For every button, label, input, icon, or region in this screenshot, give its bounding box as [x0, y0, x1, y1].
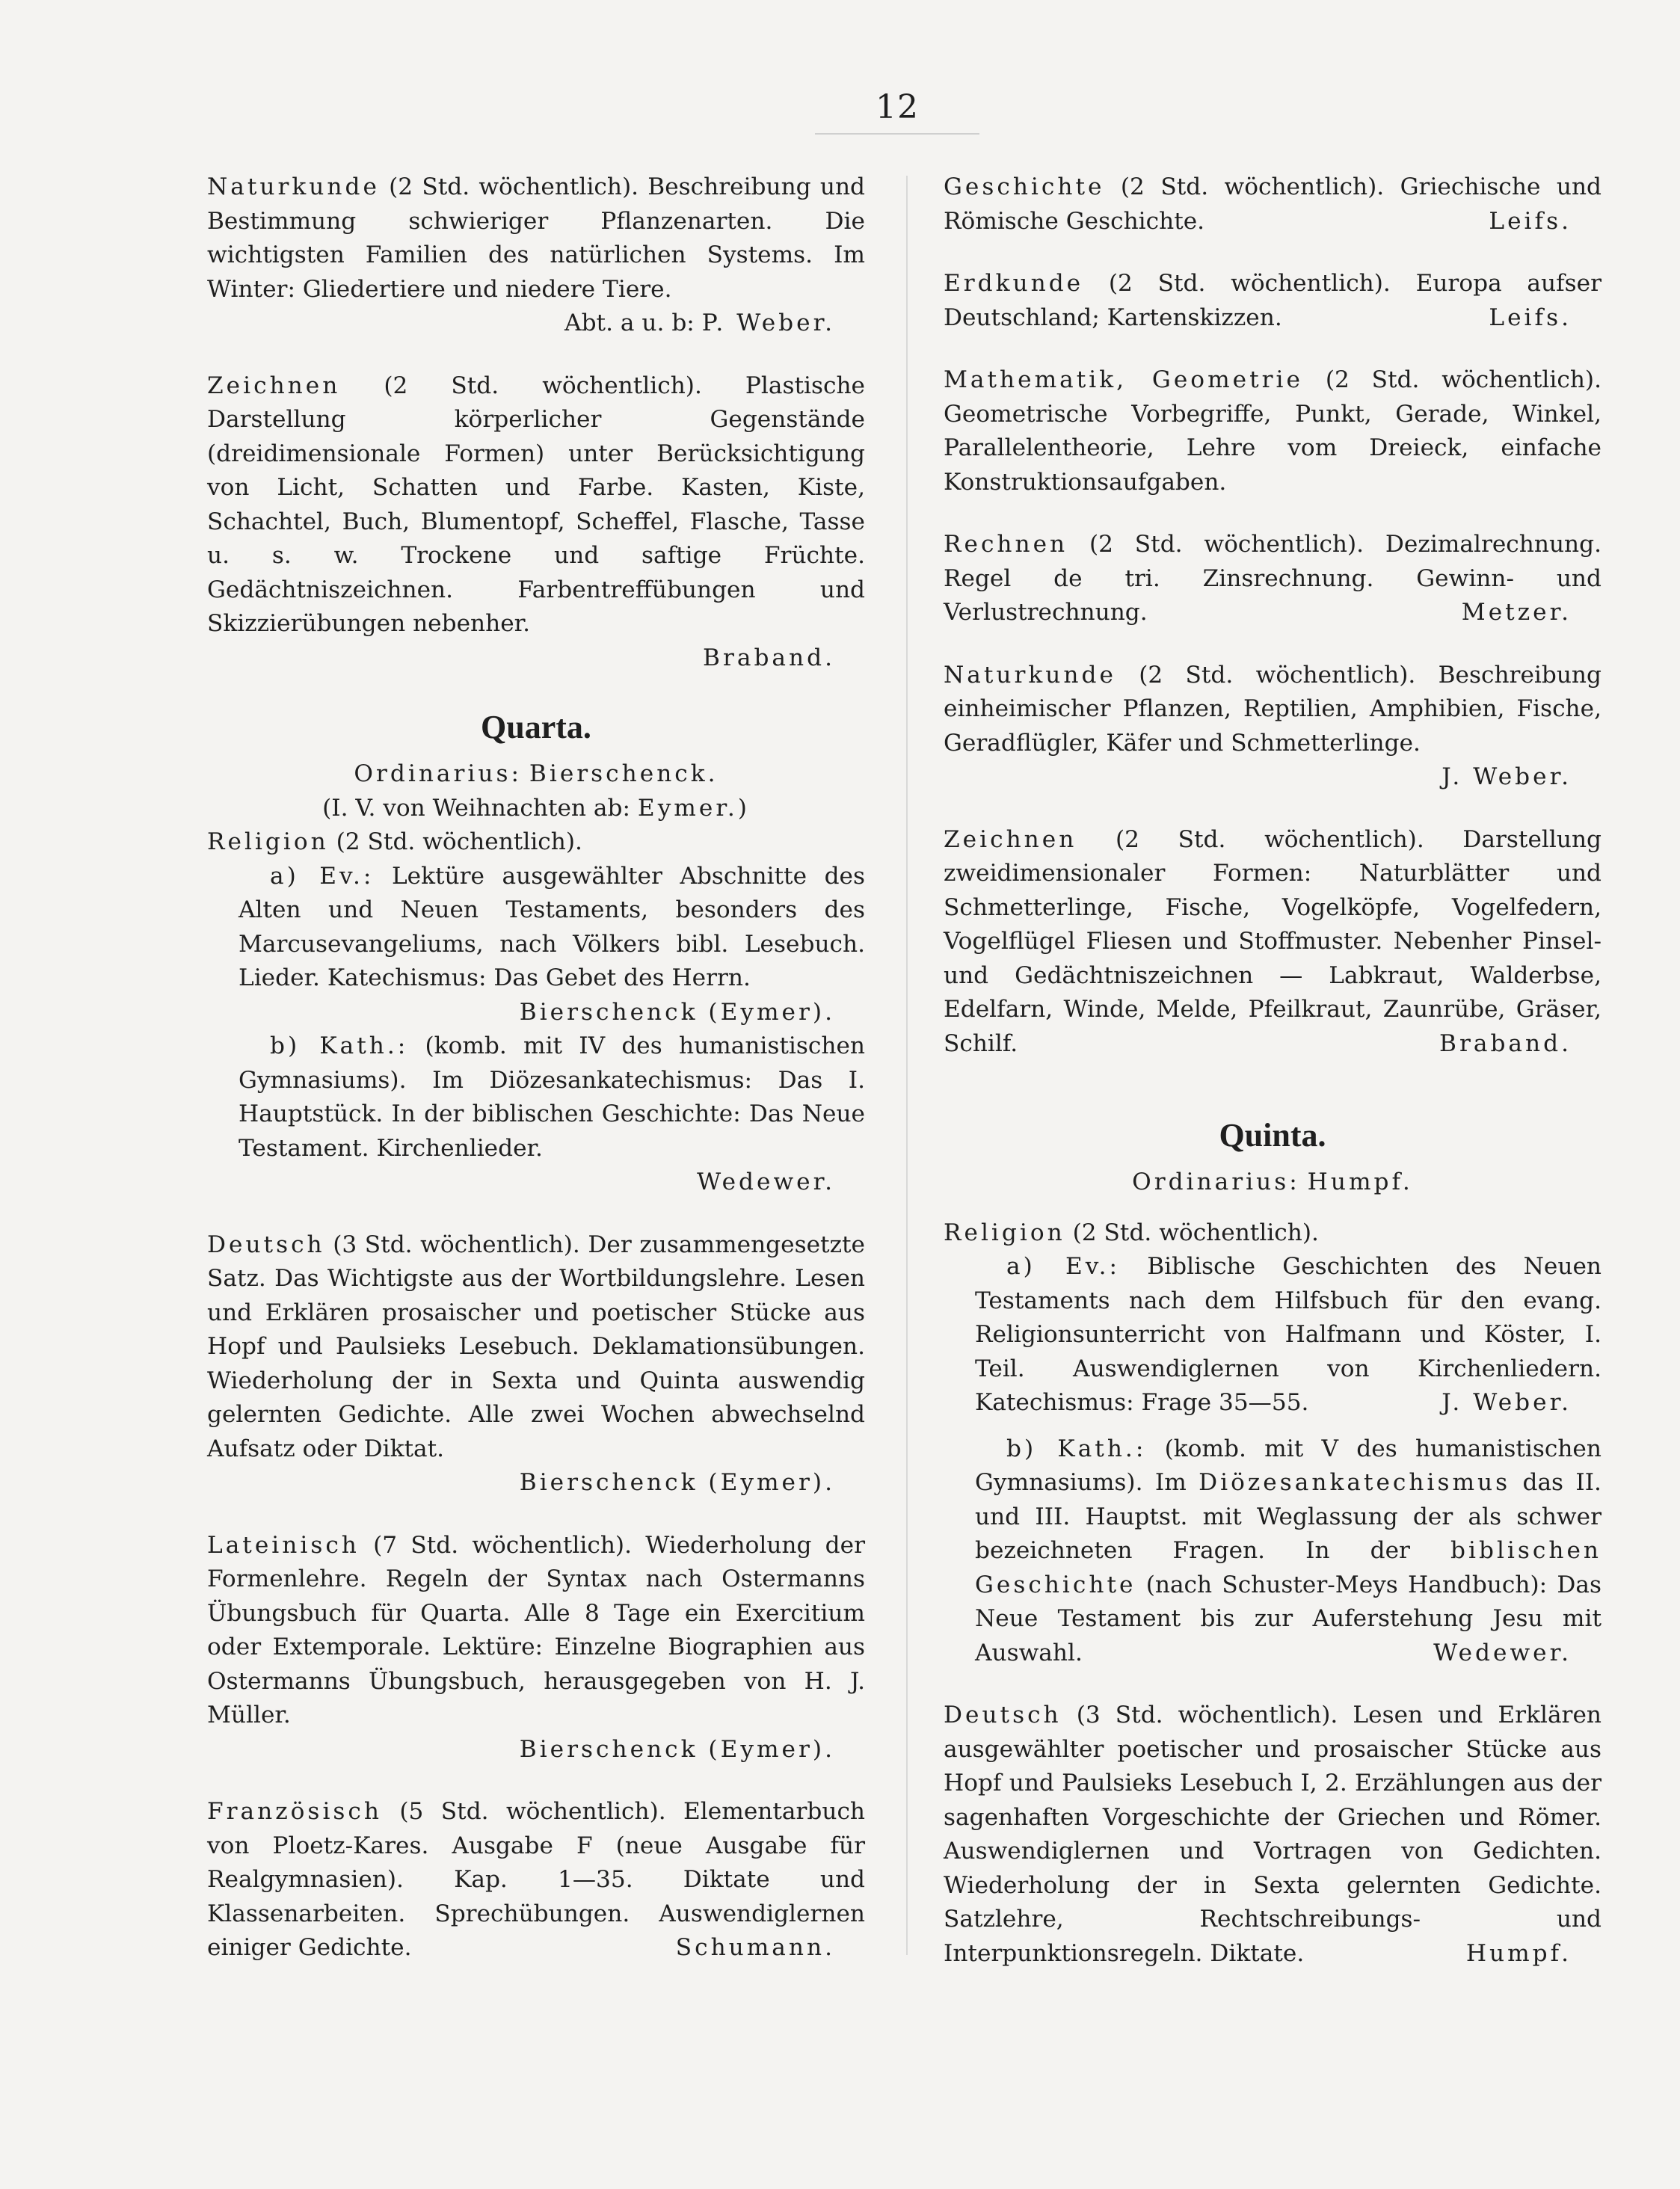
signature: Humpf. [1465, 1939, 1572, 1967]
entry-text: (2 Std. wöchentlich). Plastische Darstellung körperlicher Gegenstände (dreidimensionale Formen) unter Berücksichtigung von Licht, Schatten und Farbe. Kasten, Kiste, Schachtel, Buch, Blumentopf, Scheffel, Flasche, Tasse u. s. w. Trockene und saftige Früchte. Gedächtniszeichnen. Farbentreffübungen und Skizzierübungen nebenher. [207, 372, 865, 637]
signature: Bierschenck (Eymer). [519, 1469, 835, 1496]
entry-zeichnen-right: Zeichnen (2 Std. wöchentlich). Darstellung zweidimensionaler Formen: Naturblätter und Schmetterlinge, Fische, Vogelköpfe, Vogelfedern, Vogelflügel Fliesen und Stoffmuster. Nebenher Pinsel- und Gedächtniszeichnen — Labkraut, Walderbse, Edelfarn, Winde, Melde, Pfeilkraut, Zaunrübe, Gräser, Schilf. Braband. [944, 823, 1601, 1062]
subject-label: Rechnen [944, 531, 1068, 558]
entry-rechnen: Rechnen (2 Std. wöchentlich). Dezimalrechnung. Regel de tri. Zinsrechnung. Gewinn- und Verlustrechnung. Metzer. [944, 528, 1601, 630]
signature: Leifs. [1489, 207, 1572, 235]
signature: Schumann. [675, 1934, 835, 1961]
subject-label: Naturkunde [944, 661, 1116, 689]
section-title-quinta: Quinta. [1219, 1117, 1326, 1154]
signature: J. Weber. [1441, 763, 1572, 790]
entry-erdkunde: Erdkunde (2 Std. wöchentlich). Europa aufser Deutschland; Kartenskizzen. Leifs. [944, 267, 1601, 335]
signature: Abt. a u. b: P. Weber. [564, 310, 835, 336]
subject-label: Lateinisch [207, 1531, 360, 1559]
religion-kath: b) Kath.: (komb. mit IV des humanistischen Gymnasiums). Im Diözesankatechismus: Das I. Hauptstück. In der biblischen Geschichte: Das Neue Testament. Kirchenlieder. Wedewer. [207, 1029, 865, 1200]
entry-geschichte: Geschichte (2 Std. wöchentlich). Griechische und Römische Geschichte. Leifs. [944, 170, 1601, 238]
subject-label: Religion [944, 1219, 1065, 1246]
religion-ev: a) Ev.: Lektüre ausgewählter Abschnitte des Alten und Neuen Testaments, besonders des Marcusevangeliums, nach Völkers bibl. Lesebuch. Lieder. Katechismus: Das Gebet des Herrn. Bierschenck (Eymer). [207, 860, 865, 1030]
entry-naturkunde-right: Naturkunde (2 Std. wöchentlich). Beschreibung einheimischer Pflanzen, Reptilien, Amphibien, Fische, Geradflügler, Käfer und Schmetterlinge. J. Weber. [944, 659, 1601, 795]
signature: Braband. [703, 644, 835, 671]
subject-label: Religion [207, 828, 329, 855]
subject-label: Französisch [207, 1798, 382, 1825]
subject-label: Zeichnen [207, 372, 341, 399]
religion-ev: a) Ev.: Biblische Geschichten des Neuen Testaments nach dem Hilfsbuch für den evang. Religionsunterricht von Halfmann und Köster, I. Teil. Auswendiglernen von Kirchenliedern. Katechismus: Frage 35—55. J. Weber. [944, 1250, 1601, 1420]
signature: Bierschenck (Eymer). [519, 1735, 835, 1763]
signature: Wedewer. [697, 1169, 835, 1195]
header-rule [815, 133, 979, 135]
entry-naturkunde [207, 170, 865, 341]
right-column [944, 170, 1601, 1999]
subject-label: Mathematik, Geometrie [944, 366, 1303, 393]
subject-label: Naturkunde [207, 173, 380, 200]
subject-label: Zeichnen [944, 825, 1077, 853]
column-divider [906, 176, 908, 1955]
page-number: 12 [876, 88, 919, 126]
subject-label: Erdkunde [944, 270, 1084, 297]
religion-kath: b) Kath.: (komb. mit V des humanistischen Gymnasiums). Im Diözesankatechismus das II. und III. Hauptst. mit Weglassung der als schwer bezeichneten Fragen. In der biblischen Geschichte (nach Schuster-Meys Handbuch): Das Neue Testament bis zur Auferstehung Jesu mit Auswahl. Wedewer. [944, 1432, 1601, 1671]
subject-label: Deutsch [944, 1702, 1062, 1728]
entry-franzoesisch: Französisch (5 Std. wöchentlich). Elementarbuch von Ploetz-Kares. Ausgabe F (neue Ausgabe für Realgymnasien). Kap. 1—35. Diktate und Klassenarbeiten. Sprechübungen. Auswendiglernen einiger Gedichte. Schumann. [207, 1795, 865, 1965]
signature: Wedewer. [1433, 1639, 1572, 1666]
signature: Bierschenck (Eymer). [519, 998, 835, 1026]
ordinarius-note: (I. V. von Weihnachten ab: Eymer.) [322, 794, 750, 822]
signature: Metzer. [1461, 599, 1572, 626]
signature: J. Weber. [1441, 1389, 1572, 1416]
entry-lateinisch: Lateinisch (7 Std. wöchentlich). Wiederholung der Formenlehre. Regeln der Syntax nach Ostermanns Übungsbuch für Quarta. Alle 8 Tage ein Exercitium oder Extemporale. Lektüre: Einzelne Biographien aus Ostermanns Übungsbuch, herausgegeben von H. J. Müller. Bierschenck (Eymer). [207, 1529, 865, 1767]
entry-deutsch: Deutsch (3 Std. wöchentlich). Der zusammengesetzte Satz. Das Wichtigste aus der Wortbildungslehre. Lesen und Erklären prosaischer und poetischer Stücke aus Hopf und Paulsieks Lesebuch. Deklamationsübungen. Wiederholung der in Sexta und Quinta auswendig gelernten Gedichte. Alle zwei Wochen abwechselnd Aufsatz oder Diktat. Bierschenck (Eymer). [207, 1228, 865, 1500]
signature: Braband. [1439, 1029, 1572, 1057]
ordinarius-line: Ordinarius: Humpf. [1132, 1169, 1413, 1195]
entry-text: (2 Std. wöchentlich). Beschreibung und Bestimmung schwieriger Pflanzenarten. Die wichtigsten Familien des natürlichen Systems. Im Winter: Gliedertiere und niedere Tiere. [207, 173, 865, 303]
entry-religion: Religion (2 Std. wöchentlich). a) Ev.: Lektüre ausgewählter Abschnitte des Alten und Neuen Testaments, besonders des Marcusevangeliums, nach Völkers bibl. Lesebuch. Lieder. Katechismus: Das Gebet des Herrn. Bierschenck (Eymer). b) Kath.: (komb. mit IV des humanistischen Gymnasiums). Im Diözesankatechismus: Das I. Hauptstück. In der biblischen Geschichte: Das Neue Testament. Kirchenlieder. Wedewer. [207, 825, 865, 1200]
entry-religion-right: Religion (2 Std. wöchentlich). a) Ev.: Biblische Geschichten des Neuen Testaments nach dem Hilfsbuch für den evang. Religionsunterricht von Halfmann und Köster, I. Teil. Auswendiglernen von Kirchenliedern. Katechismus: Frage 35—55. J. Weber. b) Kath.: (komb. mit V des humanistischen Gymnasiums). Im Diözesankatechismus das II. und III. Hauptst. mit Weglassung der als schwer bezeichneten Fragen. In der biblischen Geschichte (nach Schuster-Meys Handbuch): Das Neue Testament bis zur Auferstehung Jesu mit Auswahl. Wedewer. [944, 1216, 1601, 1671]
entry-deutsch-right: Deutsch (3 Std. wöchentlich). Lesen und Erklären ausgewählter poetischer und prosaischer Stücke aus Hopf und Paulsieks Lesebuch I, 2. Erzählungen aus der sagenhaften Vorgeschichte der Griechen und Römer. Auswendiglernen und Vortragen von Gedichten. Wiederholung der in Sexta gelernten Gedichte. Satzlehre, Rechtschreibungs- und Interpunktionsregeln. Diktate. Humpf. [944, 1699, 1601, 1971]
left-column [207, 170, 865, 1994]
subject-label: Geschichte [944, 173, 1105, 200]
subject-label: Deutsch [207, 1231, 325, 1258]
ordinarius-line: Ordinarius: Bierschenck. [354, 760, 719, 787]
section-title-quarta: Quarta. [481, 709, 591, 745]
signature: Leifs. [1489, 304, 1572, 331]
entry-zeichnen [207, 369, 865, 676]
entry-mathematik: Mathematik, Geometrie (2 Std. wöchentlich). Geometrische Vorbegriffe, Punkt, Gerade, Winkel, Parallelentheorie, Lehre vom Dreieck, einfache Konstruktionsaufgaben. [944, 366, 1601, 496]
